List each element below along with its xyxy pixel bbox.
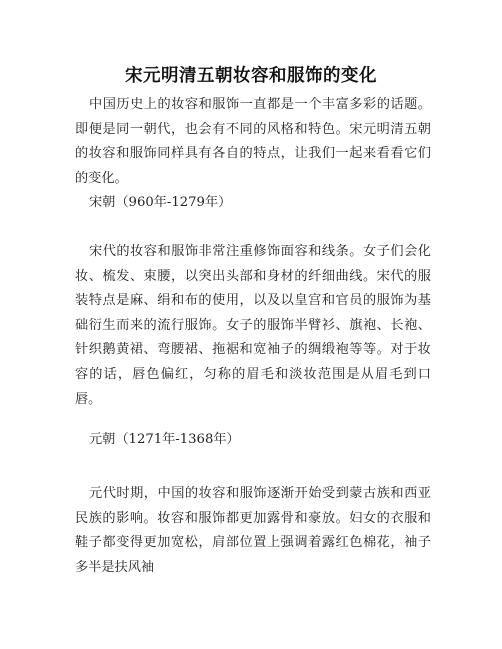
intro-paragraph: 中国历史上的妆容和服饰一直都是一个丰富多彩的话题。即便是同一朝代，也会有不同的风格和特色。宋元明清五朝的妆容和服饰同样具有各自的特点，让我们一起来看看它们的变化。 xyxy=(75,97,431,186)
section-body-yuan: 元代时期，中国的妆容和服饰逐渐开始受到蒙古族和西亚民族的影响。妆容和服饰都更加露骨和豪放。妇女的衣服和鞋子都变得更加宽松，肩部位置上强调着露红色棉花，袖子多半是扶风袖 xyxy=(75,486,431,575)
document-title: 宋元明清五朝妆容和服饰的变化 xyxy=(125,66,377,86)
section-heading-yuan: 元朝（1271年-1368年） xyxy=(89,432,240,447)
section-body-song: 宋代的妆容和服饰非常注重修饰面容和线条。女子们会化妆、梳发、束腰，以突出头部和身材的纤细曲线。宋代的服装特点是麻、绢和布的使用，以及以皇宫和官员的服饰为基础衍生而来的流行服饰。女子的服饰半臂衫、旗袍、长袍、针织鹅黄裙、弯腰裙、拖裾和宽袖子的绸缎袍等等。对于妆容的话，唇色偏红，匀称的眉毛和淡妆范围是从眉毛到口唇。 xyxy=(75,244,431,407)
section-heading-song: 宋朝（960年-1279年） xyxy=(89,195,232,210)
